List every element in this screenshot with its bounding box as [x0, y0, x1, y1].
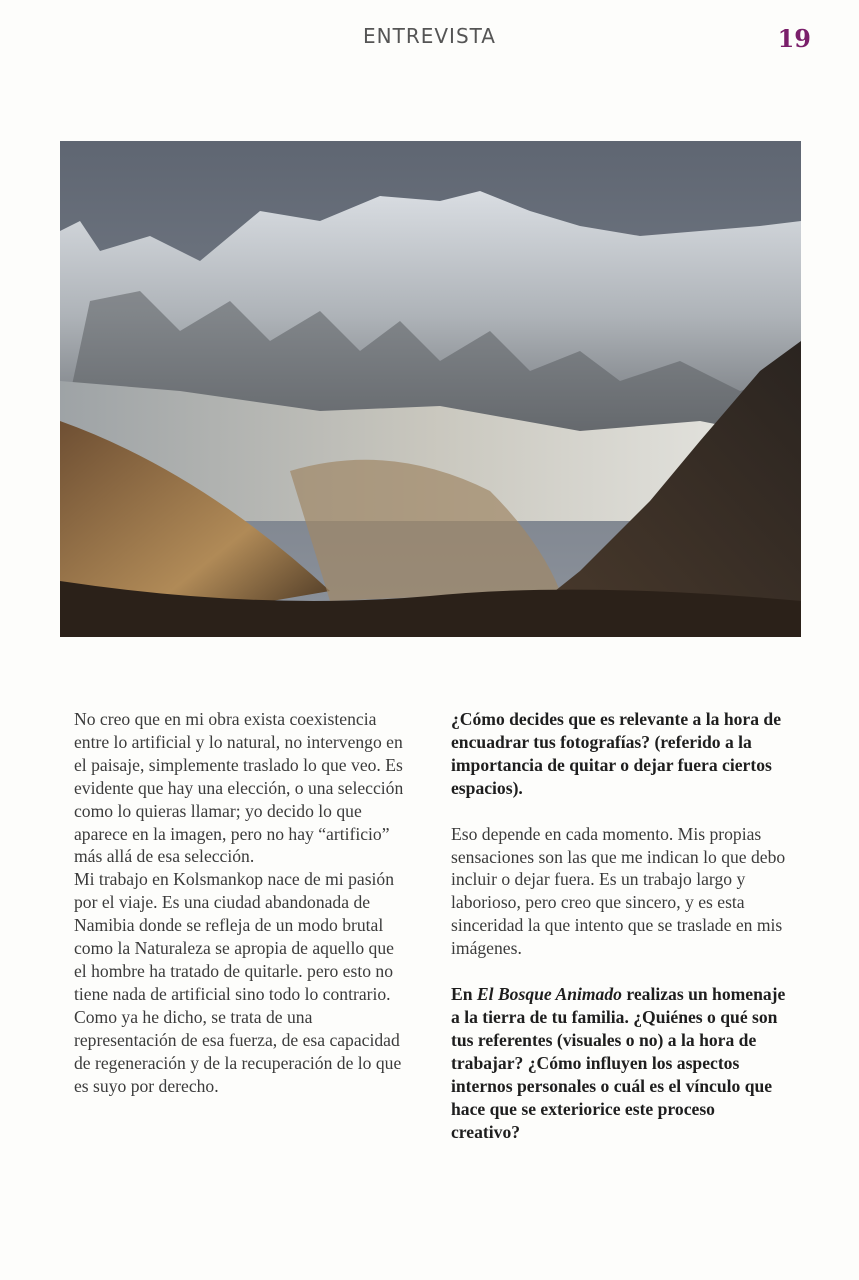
left-column [74, 708, 404, 1097]
interview-question [451, 983, 786, 1143]
page-number: 19 [777, 24, 811, 53]
question-rest: realizas un homenaje a la tierra de tu familia. ¿Quiénes o qué son tus referentes (visuales o no) a la hora de trabajar? ¿Cómo influyen los aspectos internos personales o cuál es el vínculo que hace que se exteriorice este proceso creativo? [451, 984, 786, 1142]
interview-answer: Eso depende en cada momento. Mis propias sensaciones son las que me indican lo que debo incluir o dejar fuera. Es un trabajo largo y laborioso, pero creo que sincero, y es esta sinceridad la que intento que se traslade en mis imágenes. [451, 823, 786, 959]
body-paragraph: Mi trabajo en Kolsmankop nace de mi pasión por el viaje. Es una ciudad abandonada de Namibia donde se refleja de un modo brutal como la Naturaleza se apropia de aquello que el hombre ha tratado de quitarle. pero esto no tiene nada de artificial sino todo lo contrario. Como ya he dicho, se trata de una representación de esa fuerza, de esa capacidad de regeneración y de la recuperación de lo que es suyo por derecho. [74, 869, 402, 1096]
book-title: El Bosque Animado [476, 984, 622, 1005]
mountain-photo [60, 141, 801, 637]
body-paragraph: No creo que en mi obra exista coexistencia entre lo artificial y lo natural, no intervengo en el paisaje, simplemente traslado lo que veo. Es evidente que hay una elección, o una selección como lo quieras llamar; yo decido lo que aparece en la imagen, pero no hay “artificio” más allá de esa selección. [74, 709, 404, 867]
question-prefix: En [451, 984, 477, 1005]
section-label: ENTREVISTA [363, 24, 496, 48]
interview-question: ¿Cómo decides que es relevante a la hora de encuadrar tus fotografías? (referido a la importancia de quitar o dejar fuera ciertos espacios). [451, 709, 782, 798]
right-column [451, 708, 786, 1143]
